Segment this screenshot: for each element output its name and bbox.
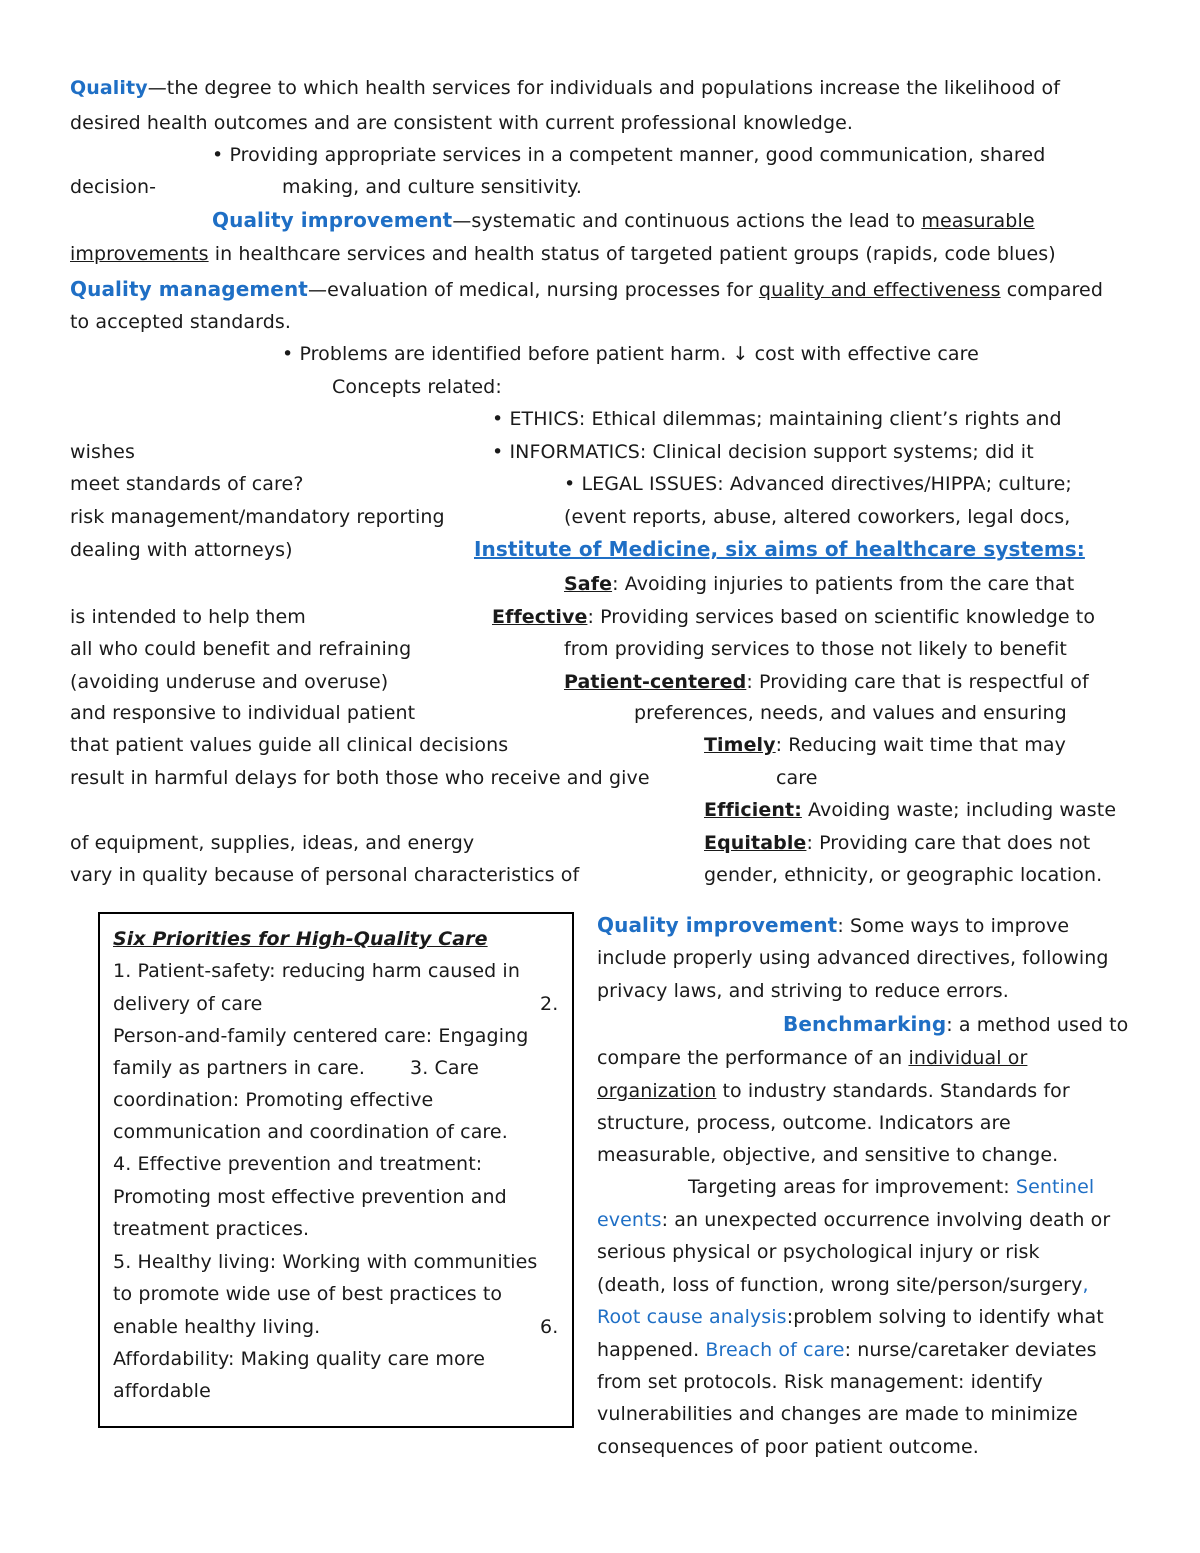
priority-line: affordable <box>113 1380 211 1402</box>
risk-line: from set protocols. Risk management: identify <box>597 1371 1043 1393</box>
quality-bullet-cont: decision- <box>70 176 157 198</box>
targeting-line: Targeting areas for improvement: Sentinel <box>688 1176 1095 1198</box>
concept-legal: • LEGAL ISSUES: Advanced directives/HIPPA; culture; <box>564 473 1072 495</box>
priority-line: coordination: Promoting effective <box>113 1089 434 1111</box>
aim-timely: Timely: Reducing wait time that may <box>704 734 1066 756</box>
sentinel-line: serious physical or psychological injury or risk <box>597 1241 1040 1263</box>
quality-term: Quality <box>70 77 148 99</box>
qi-right-line: Quality improvement: Some ways to improve <box>597 913 1070 937</box>
benchmarking-line: measurable, objective, and sensitive to change. <box>597 1144 1059 1166</box>
aim-equitable-cont: vary in quality because of personal characteristics of <box>70 864 580 886</box>
qi-right-line: privacy laws, and striving to reduce errors. <box>597 980 1009 1002</box>
aim-effective-cont: (avoiding underuse and overuse) <box>70 671 389 693</box>
concept-legal-cont: (event reports, abuse, altered coworkers, legal docs, <box>564 506 1071 528</box>
aim-patient-centered-cont: and responsive to individual patient <box>70 702 416 724</box>
priorities-title: Six Priorities for High-Quality Care <box>113 928 488 950</box>
sentinel-term: events <box>597 1209 662 1231</box>
quality-definition-line: Quality—the degree to which health services for individuals and populations increase the likelihood of <box>70 77 1061 99</box>
quality-definition-line: desired health outcomes and are consistent with current professional knowledge. <box>70 112 854 134</box>
priority-line: Affordability: Making quality care more <box>113 1348 485 1370</box>
aim-effective-cont: from providing services to those not likely to benefit <box>564 638 1067 660</box>
aim-term: Efficient: <box>704 799 802 821</box>
concept-ethics-cont: wishes <box>70 441 135 463</box>
concept-informatics: • INFORMATICS: Clinical decision support systems; did it <box>492 441 1034 463</box>
quality-improvement-term: Quality improvement <box>597 913 838 937</box>
sentinel-line: (death, loss of function, wrong site/person/surgery, <box>597 1274 1089 1296</box>
aim-equitable: Equitable: Providing care that does not <box>704 832 1091 854</box>
aim-patient-centered: Patient-centered: Providing care that is respectful of <box>564 671 1089 693</box>
aim-patient-centered-cont: preferences, needs, and values and ensuring <box>634 702 1067 724</box>
quality-improvement-term: Quality improvement <box>212 208 453 232</box>
aim-safe: Safe: Avoiding injuries to patients from the care that <box>564 573 1075 595</box>
benchmarking-line: structure, process, outcome. Indicators are <box>597 1112 1011 1134</box>
qi-right-line: include properly using advanced directives, following <box>597 947 1109 969</box>
benchmarking-line: organization to industry standards. Standards for <box>597 1080 1070 1102</box>
priority-line: 2. <box>540 993 559 1015</box>
root-cause-term: Root cause analysis <box>597 1306 787 1328</box>
priority-line: treatment practices. <box>113 1218 310 1240</box>
risk-line: consequences of poor patient outcome. <box>597 1436 979 1458</box>
aim-efficient-cont: of equipment, supplies, ideas, and energy <box>70 832 475 854</box>
aim-term: Safe <box>564 573 613 595</box>
quality-bullet: • Providing appropriate services in a competent manner, good communication, shared <box>212 144 1046 166</box>
concept-legal-cont: dealing with attorneys) <box>70 539 293 561</box>
aim-term: Equitable <box>704 832 807 854</box>
risk-line: vulnerabilities and changes are made to minimize <box>597 1403 1078 1425</box>
aim-term: Effective <box>492 606 588 628</box>
concept-legal-cont: risk management/mandatory reporting <box>70 506 445 528</box>
breach-line: happened. Breach of care: nurse/caretaker deviates <box>597 1339 1097 1361</box>
aim-effective-cont: all who could benefit and refraining <box>70 638 412 660</box>
quality-management-definition: Quality management—evaluation of medical, nursing processes for quality and effectiveness compared <box>70 277 1103 301</box>
priority-line: delivery of care <box>113 993 263 1015</box>
priority-line: 1. Patient-safety: reducing harm caused in <box>113 960 520 982</box>
benchmarking-term: Benchmarking <box>783 1012 947 1036</box>
aim-equitable-cont: gender, ethnicity, or geographic location. <box>704 864 1103 886</box>
priority-line: communication and coordination of care. <box>113 1121 508 1143</box>
priority-line: 5. Healthy living: Working with communities <box>113 1251 538 1273</box>
sentinel-line: events: an unexpected occurrence involving death or <box>597 1209 1111 1231</box>
priority-line: enable healthy living. <box>113 1316 321 1338</box>
aim-safe-cont: is intended to help them <box>70 606 306 628</box>
root-cause-line: Root cause analysis:problem solving to identify what <box>597 1306 1104 1328</box>
quality-management-term: Quality management <box>70 277 308 301</box>
quality-bullet-cont: making, and culture sensitivity. <box>282 176 583 198</box>
aim-term: Timely <box>704 734 776 756</box>
benchmarking-line: Benchmarking: a method used to <box>783 1012 1129 1036</box>
priority-line: to promote wide use of best practices to <box>113 1283 503 1305</box>
sentinel-term: Sentinel <box>1015 1176 1095 1198</box>
concepts-heading: Concepts related: <box>332 376 502 398</box>
breach-term: Breach of care <box>705 1339 845 1361</box>
quality-improvement-definition: Quality improvement—systematic and continuous actions the lead to measurable <box>212 208 1035 232</box>
aim-efficient: Efficient: Avoiding waste; including waste <box>704 799 1117 821</box>
benchmarking-line: compare the performance of an individual or <box>597 1047 1028 1069</box>
iom-heading: Institute of Medicine, six aims of healthcare systems: <box>474 537 1085 561</box>
quality-improvement-definition: improvements in healthcare services and health status of targeted patient groups (rapids, code blues) <box>70 243 1056 265</box>
priority-line: 3. Care <box>410 1057 479 1079</box>
priority-line: family as partners in care. <box>113 1057 365 1079</box>
aim-timely-cont: result in harmful delays for both those who receive and give <box>70 767 650 789</box>
priority-line: Promoting most effective prevention and <box>113 1186 507 1208</box>
aim-term: Patient-centered <box>564 671 747 693</box>
priority-line: 6. <box>540 1316 559 1338</box>
concept-informatics-cont: meet standards of care? <box>70 473 304 495</box>
aim-patient-centered-cont: that patient values guide all clinical decisions <box>70 734 509 756</box>
priority-line: Person-and-family centered care: Engaging <box>113 1025 529 1047</box>
priority-line: 4. Effective prevention and treatment: <box>113 1153 483 1175</box>
aim-effective: Effective: Providing services based on scientific knowledge to <box>492 606 1096 628</box>
quality-management-definition: to accepted standards. <box>70 311 292 333</box>
quality-management-bullet: • Problems are identified before patient harm. ↓ cost with effective care <box>282 343 979 365</box>
aim-timely-cont: care <box>776 767 818 789</box>
concept-ethics: • ETHICS: Ethical dilemmas; maintaining client’s rights and <box>492 408 1062 430</box>
